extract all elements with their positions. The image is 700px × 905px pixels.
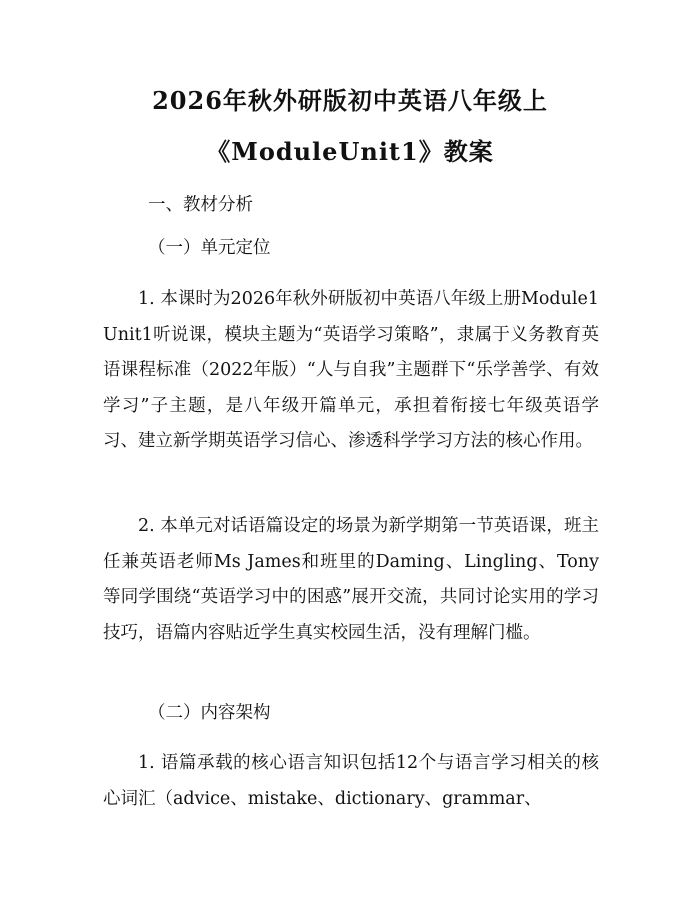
paragraph-content-structure-1: 1. 语篇承载的核心语言知识包括12个与语言学习相关的核心词汇（advice、mistake、dictionary、grammar、 xyxy=(103,753,599,809)
subsection-heading-unit-positioning: （一）单元定位 xyxy=(148,238,271,258)
subsection-heading-content-structure: （二）内容架构 xyxy=(148,703,271,723)
document-title-line-1: 2026年秋外研版初中英语八年级上 xyxy=(152,86,548,115)
section-heading-textbook-analysis: 一、教材分析 xyxy=(148,195,253,215)
paragraph-unit-positioning-2: 2. 本单元对话语篇设定的场景为新学期第一节英语课，班主任兼英语老师Ms James和班里的Daming、Lingling、Tony等同学围绕“英语学习中的困惑”展开交流，共同讨论实用的学习技巧，语篇内容贴近学生真实校园生活，没有理解门槛。 xyxy=(103,516,599,643)
paragraph-unit-positioning-1: 1. 本课时为2026年秋外研版初中英语八年级上册Module1 Unit1听说课，模块主题为“英语学习策略”，隶属于义务教育英语课程标准（2022年版）“人与自我”主题群下“乐学善学、有效学习”子主题，是八年级开篇单元，承担着衔接七年级英语学习、建立新学期英语学习信心、渗透科学学习方法的核心作用。 xyxy=(103,289,599,452)
document-title-line-2: 《ModuleUnit1》教案 xyxy=(206,137,494,166)
